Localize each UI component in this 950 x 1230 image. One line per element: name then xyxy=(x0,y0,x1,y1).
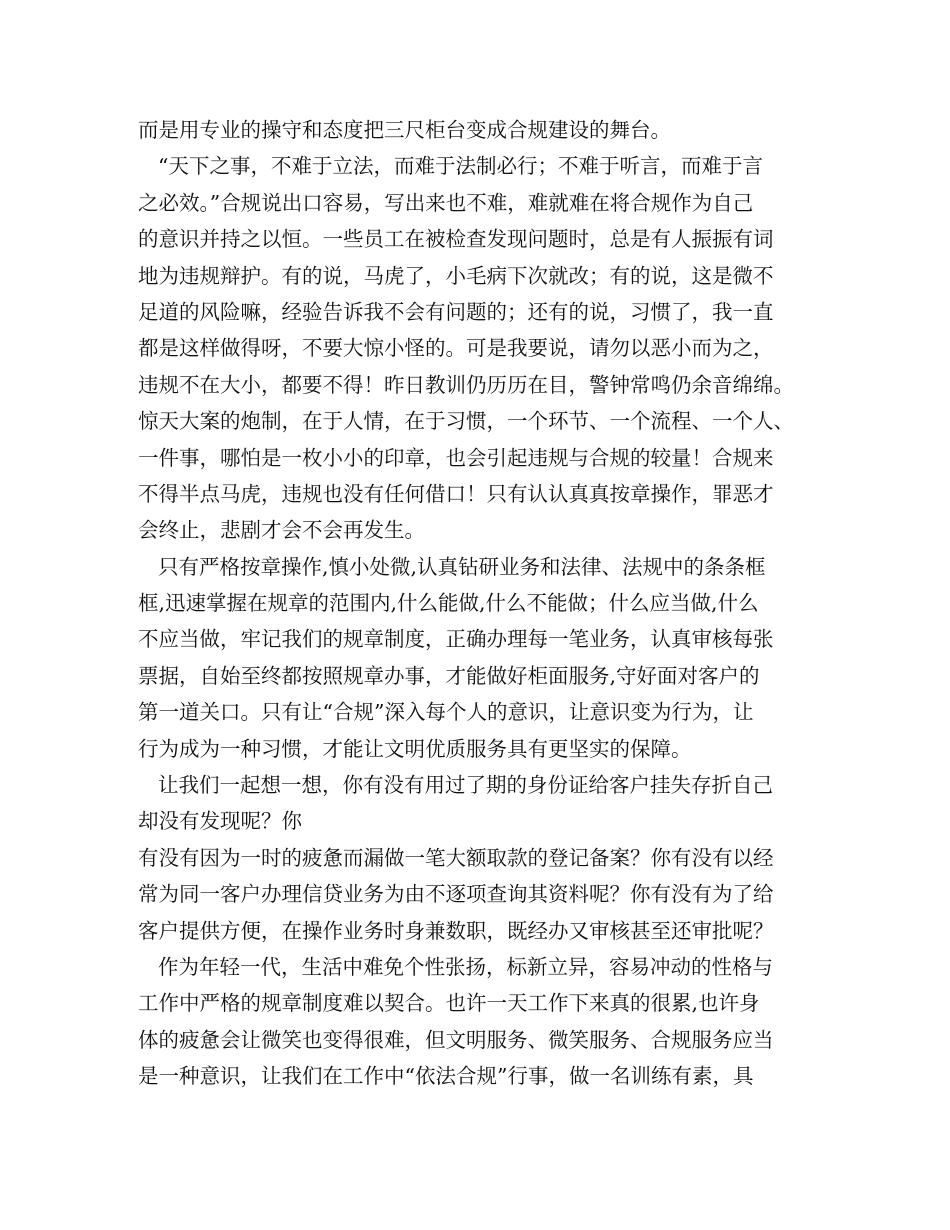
text-line: 都是这样做得呀，不要大惊小怪的。可是我要说，请勿以恶小而为之， xyxy=(138,336,774,361)
text-line: 客户提供方便，在操作业务时身兼数职，既经办又审核甚至还审批呢？ xyxy=(138,918,774,943)
text-line: 而是用专业的操守和态度把三尺柜台变成合规建设的舞台。 xyxy=(138,118,671,142)
text-line: 却没有发现呢？你 xyxy=(138,809,302,834)
text-line: 有没有因为一时的疲惫而漏做一笔大额取款的登记备案？你有没有以经 xyxy=(138,845,774,870)
text-line: 体的疲惫会让微笑也变得很难，但文明服务、微笑服务、合规服务应当 xyxy=(138,1027,774,1052)
text-line: 违规不在大小，都要不得！昨日教训仍历历在目，警钟常鸣仍余音绵绵。 xyxy=(138,372,794,397)
text-line: 让我们一起想一想，你有没有用过了期的身份证给客户挂失存折自己 xyxy=(158,773,773,798)
text-line: 常为同一客户办理信贷业务为由不逐项查询其资料呢？你有没有为了给 xyxy=(138,882,774,907)
text-line: 只有严格按章操作,慎小处微,认真钻研业务和法律、法规中的条条框 xyxy=(158,554,766,579)
text-line: 惊天大案的炮制，在于人情，在于习惯，一个环节、一个流程、一个人、 xyxy=(138,409,794,434)
text-line: 行为成为一种习惯，才能让文明优质服务具有更坚实的保障。 xyxy=(138,736,692,761)
text-line: 框,迅速掌握在规章的范围内,什么能做,什么不能做；什么应当做,什么 xyxy=(138,591,759,616)
text-line: 地为违规辩护。有的说，马虎了，小毛病下次就改；有的说，这是微不 xyxy=(138,263,774,288)
document-body xyxy=(138,112,818,1095)
text-line: 是一种意识，让我们在工作中“依法合规”行事，做一名训练有素，具 xyxy=(138,1064,754,1089)
text-line: 作为年轻一代，生活中难免个性张扬，标新立异，容易冲动的性格与 xyxy=(158,954,773,979)
text-line: 不得半点马虎，违规也没有任何借口！只有认认真真按章操作，罪恶才 xyxy=(138,481,774,506)
text-line: 之必效。”合规说出口容易，写出来也不难，难就难在将合规作为自己 xyxy=(138,190,754,215)
text-line: 票据，自始至终都按照规章办事，才能做好柜面服务,守好面对客户的 xyxy=(138,663,760,688)
text-line: 的意识并持之以恒。一些员工在被检查发现问题时，总是有人振振有词 xyxy=(138,227,774,252)
text-line: 不应当做，牢记我们的规章制度，正确办理每一笔业务，认真审核每张 xyxy=(138,627,774,652)
text-line: 一件事，哪怕是一枚小小的印章，也会引起违规与合规的较量！合规来 xyxy=(138,445,774,470)
text-line: 工作中严格的规章制度难以契合。也许一天工作下来真的很累,也许身 xyxy=(138,991,760,1016)
text-line: “天下之事，不难于立法，而难于法制必行；不难于听言，而难于言 xyxy=(158,154,763,179)
text-line: 第一道关口。只有让“合规”深入每个人的意识，让意识变为行为，让 xyxy=(138,700,754,725)
text-line: 会终止，悲剧才会不会再发生。 xyxy=(138,518,425,543)
text-line: 足道的风险嘛，经验告诉我不会有问题的；还有的说，习惯了，我一直 xyxy=(138,299,774,324)
